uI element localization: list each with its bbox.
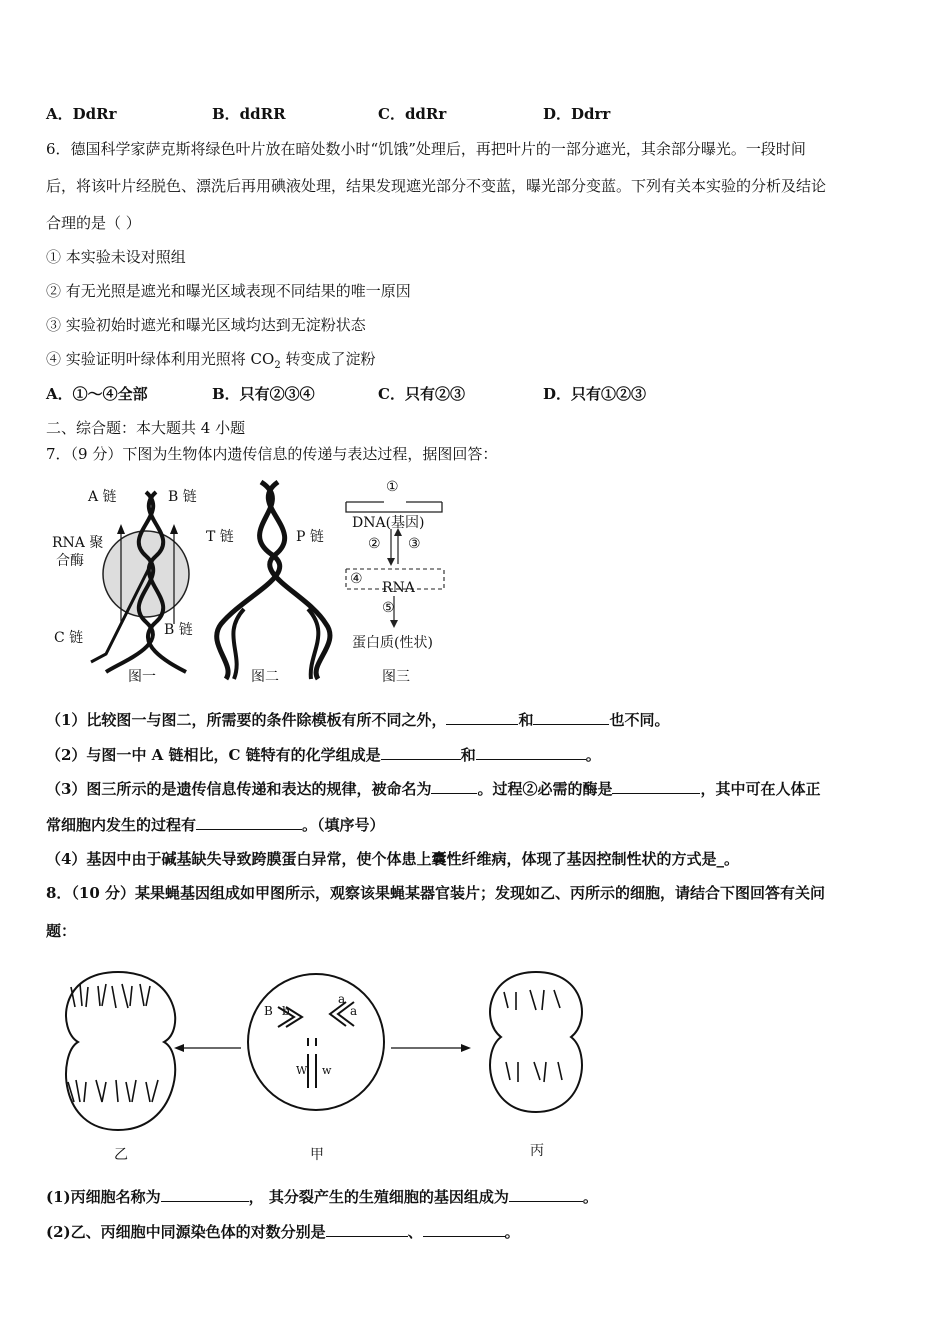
jia-label-W: W: [296, 1064, 308, 1077]
q8-part-1-blank-1[interactable]: [161, 1187, 249, 1202]
q6-stem-line-3: 合理的是（ ）: [46, 214, 141, 232]
q6-statement-4-post: 转变成了淀粉: [280, 350, 376, 368]
q8-part-1-blank-2[interactable]: [509, 1187, 583, 1202]
q8-part-1: [46, 1186, 598, 1207]
q6-stem-line-1: 6．德国科学家萨克斯将绿色叶片放在暗处数小时“饥饿”处理后，再把叶片的一部分遮光，其余部分曝光。一段时间: [46, 140, 806, 158]
q7-part-2-text-c: 。: [585, 746, 601, 764]
jia-label-B: B: [264, 1004, 273, 1018]
jia-caption: 甲: [310, 1147, 324, 1163]
q7-part-2-text-b: 和: [460, 746, 476, 764]
jia-label-a-lower: a: [350, 1004, 358, 1018]
q7-part-1: [46, 709, 669, 730]
fig1-label-c-chain: C 链: [54, 630, 84, 646]
fig3-label-5: ⑤: [382, 600, 395, 616]
q7-part-1-blank-1[interactable]: [446, 710, 518, 725]
q5-option-d: D．Ddrr: [543, 105, 611, 123]
q7-part-3-blank-2[interactable]: [612, 779, 700, 794]
q7-part-1-text-a: （1）比较图一与图二，所需要的条件除模板有所不同之外，: [46, 711, 447, 729]
q8-part-1-text-b: ， 其分裂产生的生殖细胞的基因组成为: [248, 1188, 509, 1206]
q7-part-3-blank-1[interactable]: [431, 779, 477, 794]
q7-part-1-blank-2[interactable]: [533, 710, 609, 725]
q8-figure: [46, 962, 616, 1172]
fig3-label-2: ②: [368, 536, 381, 552]
q7-part-2: [46, 744, 601, 765]
q7-stem: 7．（9 分）下图为生物体内遗传信息的传递与表达过程，据图回答：: [46, 445, 498, 463]
q8-part-2: [46, 1221, 520, 1242]
q5-option-a: A．DdRr: [46, 105, 117, 123]
q8-part-1-text-c: 。: [582, 1188, 598, 1206]
section-2-heading: 二、综合题：本大题共 4 小题: [46, 419, 246, 437]
q7-part-2-blank-1[interactable]: [381, 745, 461, 760]
q5-option-b: B．ddRR: [212, 105, 286, 123]
q6-statement-3: ③ 实验初始时遮光和曝光区域均达到无淀粉状态: [46, 316, 366, 334]
q8-stem-line-2: 题：: [46, 922, 77, 940]
q8-part-2-text-a: (2)乙、丙细胞中同源染色体的对数分别是: [46, 1223, 326, 1241]
fig3-label-dna: DNA(基因): [352, 515, 425, 531]
fig3-label-4: ④: [350, 571, 363, 587]
q6-option-c: C．只有②③: [378, 385, 465, 403]
yi-caption: 乙: [114, 1147, 128, 1163]
q8-part-2-blank-2[interactable]: [423, 1222, 505, 1237]
fig1-label-rna-pol-2: 合酶: [56, 553, 84, 569]
jia-label-b: b: [282, 1004, 290, 1018]
fig1-caption: 图一: [128, 669, 156, 685]
q6-statement-4: [46, 348, 375, 371]
q7-part-3-text-a: （3）图三所示的是遗传信息传递和表达的规律，被命名为: [46, 780, 432, 798]
fig2-label-t-chain: T 链: [206, 529, 234, 545]
fig2-label-p-chain: P 链: [296, 529, 324, 545]
fig3-label-protein: 蛋白质(性状): [352, 635, 433, 651]
q6-option-d: D．只有①②③: [543, 385, 647, 403]
q7-part-4: （4）基因中由于碱基缺失导致跨膜蛋白异常，使个体患上囊性纤维病，体现了基因控制性状的方式是_。: [46, 850, 739, 868]
fig1-label-rna-pol-1: RNA 聚: [52, 535, 104, 551]
q7-part-2-blank-2[interactable]: [476, 745, 586, 760]
q7-part-3-blank-3[interactable]: [196, 815, 302, 830]
q6-statement-4-sub: 2: [274, 360, 281, 371]
fig2-caption: 图二: [251, 669, 279, 685]
q7-part-3-text-d: 常细胞内发生的过程有: [46, 816, 197, 834]
fig3-caption: 图三: [382, 669, 410, 685]
q7-part-3-text-b: 。过程②必需的酶是: [477, 780, 613, 798]
q8-part-2-blank-1[interactable]: [326, 1222, 408, 1237]
q6-statement-1: ① 本实验未设对照组: [46, 248, 186, 266]
jia-label-a-upper: a: [338, 992, 346, 1006]
q6-stem-line-2: 后，将该叶片经脱色、漂洗后再用碘液处理，结果发现遮光部分不变蓝，曝光部分变蓝。下列有关本实验的分析及结论: [46, 177, 827, 195]
q8-part-1-text-a: (1)丙细胞名称为: [46, 1188, 161, 1206]
fig1-label-a-chain: A 链: [88, 489, 117, 505]
fig3-label-rna: RNA: [382, 580, 415, 596]
fig1-label-b-chain-top: B 链: [168, 489, 197, 505]
q6-statement-4-pre: ④ 实验证明叶绿体利用光照将 CO: [46, 350, 275, 368]
q7-part-1-text-b: 和: [518, 711, 534, 729]
q7-part-2-text-a: （2）与图一中 A 链相比，C 链特有的化学组成是: [46, 746, 381, 764]
q8-part-2-text-b: 、: [407, 1223, 423, 1241]
q6-option-a: A．①～④全部: [46, 385, 148, 403]
fig3-label-1: ①: [386, 479, 399, 495]
jia-label-w: w: [322, 1064, 332, 1077]
q8-stem-line-1: 8．（10 分）某果蝇基因组成如甲图所示，观察该果蝇某器官装片；发现如乙、丙所示的细胞，请结合下图回答有关问: [46, 884, 826, 902]
q7-part-1-text-c: 也不同。: [609, 711, 670, 729]
q7-part-3-text-c: ，其中可在人体正: [700, 780, 821, 798]
q5-option-c: C．ddRr: [378, 105, 447, 123]
q7-part-3-text-e: 。（填序号）: [302, 816, 385, 834]
q6-statement-2: ② 有无光照是遮光和曝光区域表现不同结果的唯一原因: [46, 282, 411, 300]
fig3-label-3: ③: [408, 536, 421, 552]
fig1-label-b-chain-bottom: B 链: [164, 622, 193, 638]
q8-part-2-text-c: 。: [504, 1223, 520, 1241]
q6-option-b: B．只有②③④: [212, 385, 315, 403]
q7-figure: [46, 474, 466, 689]
bing-caption: 丙: [530, 1143, 544, 1159]
q7-part-3-line-2: [46, 814, 385, 835]
q7-part-3-line-1: [46, 778, 820, 799]
